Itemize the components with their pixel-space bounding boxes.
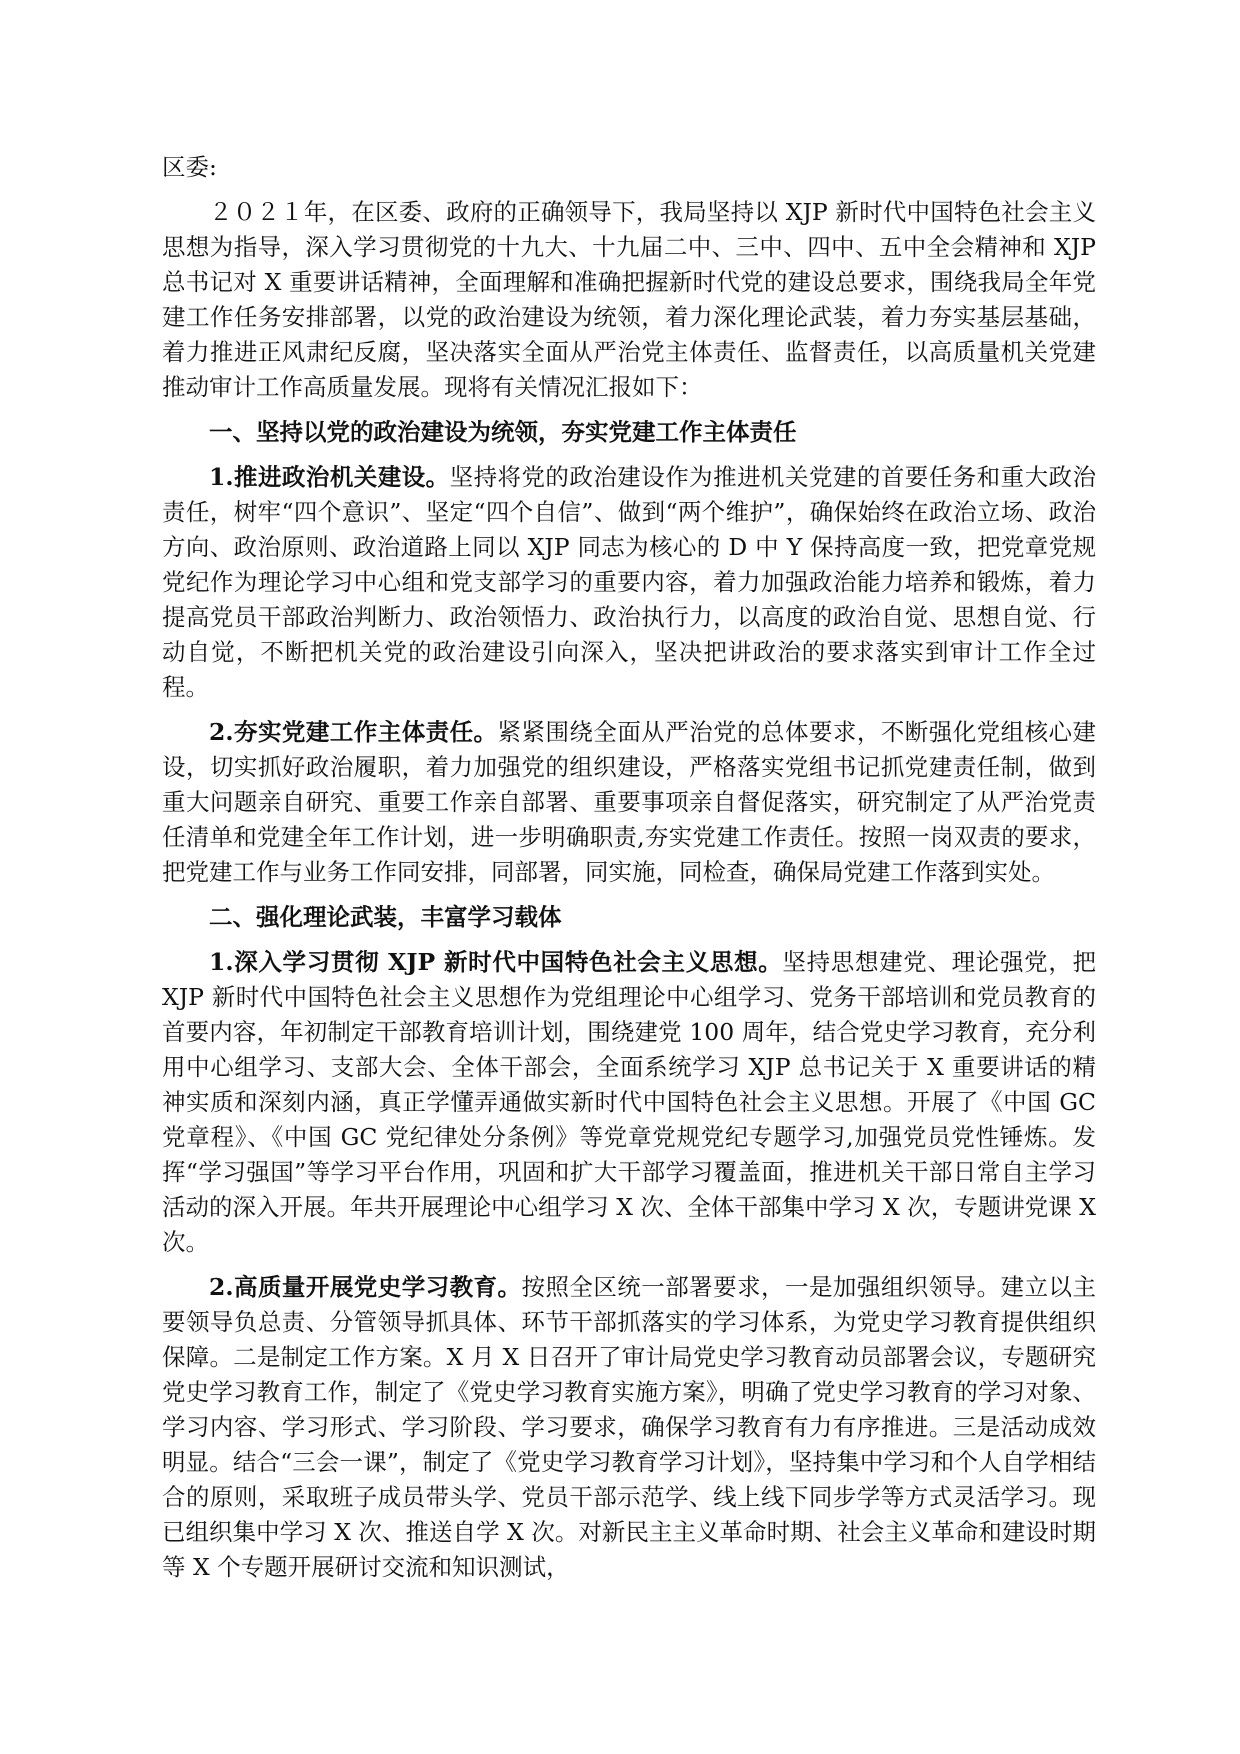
- item-text: 紧紧围绕全面从严治党的总体要求，不断强化党组核心建设，切实抓好政治履职，着力加强党的组织建设，严格落实党组书记抓党建责任制，做到重大问题亲自研究、重要工作亲自部署、重要事项亲自督促落实，研究制定了从严治党责任清单和党建全年工作计划，进一步明确职责,夯实党建工作责任。按照一岗双责的要求，把党建工作与业务工作同安排，同部署，同实施，同检查，确保局党建工作落到实处。: [162, 718, 1096, 886]
- section-item: [162, 460, 1096, 705]
- section-heading: 二、强化理论武装，丰富学习载体: [209, 903, 562, 931]
- item-lead: 1.推进政治机关建设。: [209, 463, 450, 491]
- item-lead: 2.高质量开展党史学习教育。: [209, 1273, 522, 1301]
- item-lead: 2.夯实党建工作主体责任。: [209, 718, 498, 746]
- salutation: 区委:: [162, 153, 217, 181]
- section-item: [162, 945, 1096, 1260]
- item-text: 按照全区统一部署要求，一是加强组织领导。建立以主要领导负总责、分管领导抓具体、环节干部抓落实的学习体系，为党史学习教育提供组织保障。二是制定工作方案。X 月 X 日召开了审计局党史学习教育动员部署会议，专题研究党史学习教育工作，制定了《党史学习教育实施方案》，明确了党史学习教育的学习对象、学习内容、学习形式、学习阶段、学习要求，确保学习教育有力有序推进。三是活动成效明显。结合“三会一课”，制定了《党史学习教育学习计划》，坚持集中学习和个人自学相结合的原则，采取班子成员带头学、党员干部示范学、线上线下同步学等方式灵活学习。现已组织集中学习 X 次、推送自学 X 次。对新民主主义革命时期、社会主义革命和建设时期等 X 个专题开展研讨交流和知识测试，: [162, 1273, 1096, 1581]
- section-heading: 一、坚持以党的政治建设为统领，夯实党建工作主体责任: [209, 418, 797, 446]
- section-item: [162, 1270, 1096, 1585]
- item-lead: 1.深入学习贯彻 XJP 新时代中国特色社会主义思想。: [209, 948, 783, 976]
- item-text: 坚持思想建党、理论强党，把 XJP 新时代中国特色社会主义思想作为党组理论中心组学习、党务干部培训和党员教育的首要内容，年初制定干部教育培训计划，围绕建党 100 周年，结合党史学习教育，充分利用中心组学习、支部大会、全体干部会，全面系统学习 XJP 总书记关于 X 重要讲话的精神实质和深刻内涵，真正学懂弄通做实新时代中国特色社会主义思想。开展了《中国 GC 党章程》、《中国 GC 党纪律处分条例》等党章党规党纪专题学习,加强党员党性锤炼。发挥“学习强国”等学习平台作用，巩固和扩大干部学习覆盖面，推进机关干部日常自主学习活动的深入开展。年共开展理论中心组学习 X 次、全体干部集中学习 X 次，专题讲党课 X 次。: [162, 948, 1097, 1256]
- item-text: 坚持将党的政治建设作为推进机关党建的首要任务和重大政治责任，树牢“四个意识”、坚定“四个自信”、做到“两个维护”，确保始终在政治立场、政治方向、政治原则、政治道路上同以 XJP 同志为核心的 D 中 Y 保持高度一致，把党章党规党纪作为理论学习中心组和党支部学习的重要内容，着力加强政治能力培养和锻炼，着力提高党员干部政治判断力、政治领悟力、政治执行力，以高度的政治自觉、思想自觉、行动自觉，不断把机关党的政治建设引向深入，坚决把讲政治的要求落实到审计工作全过程。: [162, 463, 1096, 701]
- document-page: [162, 150, 1096, 1595]
- intro-paragraph: ２０２１年，在区委、政府的正确领导下，我局坚持以 XJP 新时代中国特色社会主义思想为指导，深入学习贯彻党的十九大、十九届二中、三中、四中、五中全会精神和 XJP 总书记对 X 重要讲话精神，全面理解和准确把握新时代党的建设总要求，围绕我局全年党建工作任务安排部署，以党的政治建设为统领，着力深化理论武装，着力夯实基层基础，着力推进正风肃纪反腐，坚决落实全面从严治党主体责任、监督责任，以高质量机关党建推动审计工作高质量发展。现将有关情况汇报如下：: [162, 198, 1096, 401]
- section-item: [162, 715, 1096, 890]
